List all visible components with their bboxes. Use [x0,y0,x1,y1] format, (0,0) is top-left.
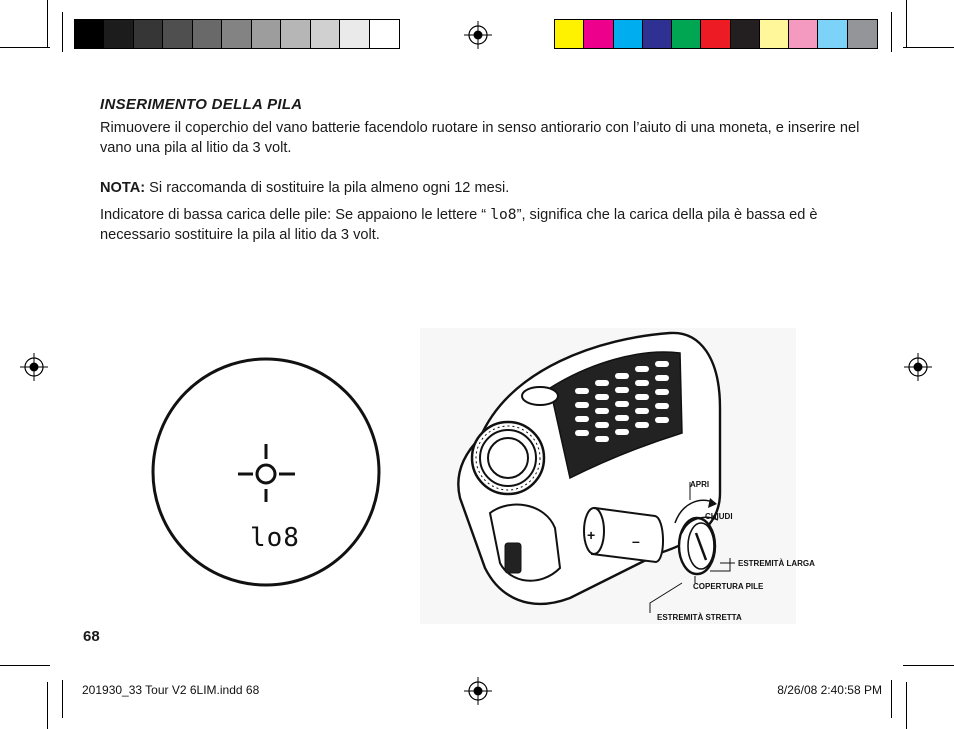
gray-swatch [222,20,251,48]
paragraph-indicator [100,205,860,245]
indicator-text-before: Indicatore di bassa carica delle pile: Se appaiono le lettere “ [100,207,491,223]
gray-swatch [193,20,222,48]
process-color-bar [554,19,878,49]
gray-swatch [370,20,399,48]
color-swatch [818,20,847,48]
slug-filename: 201930_33 Tour V2 6LIM.indd 68 [82,683,260,697]
rangefinder-drawing [420,328,815,624]
label-narrow-end: ESTREMITÀ STRETTA [657,613,742,622]
color-swatch [643,20,672,48]
gray-swatch [340,20,369,48]
indicator-text-after: ”, significa che la carica della pila è bassa ed è necessario sostituire la pila al litio da 3 volt. [100,207,818,243]
crop-mark [906,0,907,47]
crop-mark [47,682,48,729]
crop-mark [0,665,50,666]
crop-mark [62,680,63,718]
color-swatch [701,20,730,48]
color-swatch [584,20,613,48]
battery-minus-sign: – [632,533,640,549]
crop-mark [0,47,50,48]
viewfinder-illustration [150,356,382,588]
indicator-code: lo8 [490,206,517,223]
slug-datetime: 8/26/08 2:40:58 PM [777,683,882,697]
gray-swatch [104,20,133,48]
crop-mark [62,12,63,52]
gray-swatch [163,20,192,48]
crop-mark [903,47,954,48]
color-swatch [848,20,877,48]
gray-swatch [311,20,340,48]
crop-mark [906,682,907,729]
gray-swatch [252,20,281,48]
crop-mark [47,0,48,47]
viewfinder-circle [150,356,382,588]
color-swatch [760,20,789,48]
battery-plus-sign: + [587,527,596,543]
label-wide-end: ESTREMITÀ LARGA [738,559,815,568]
note-text: Si raccomanda di sostituire la pila almeno ogni 12 mesi. [145,180,510,196]
registration-mark-icon [20,353,48,381]
label-close: CHIUDI [705,512,733,521]
label-open: APRI [690,480,710,489]
color-swatch [731,20,760,48]
gray-swatch [134,20,163,48]
registration-mark-icon [464,677,492,705]
color-swatch [614,20,643,48]
label-battery-cover: COPERTURA PILE [693,582,764,591]
gray-swatch [281,20,310,48]
color-swatch [789,20,818,48]
page-number: 68 [83,628,100,645]
registration-mark-icon [464,21,492,49]
paragraph-note [100,179,860,199]
paragraph-instructions: Rimuovere il coperchio del vano batterie facendolo ruotare in senso antiorario con l’aiuto di una moneta, e inserire nel vano una pila al litio da 3 volt. [100,120,860,156]
lcd-low-battery-text: lo8 [250,523,300,553]
crop-mark [891,12,892,52]
section-heading: INSERIMENTO DELLA PILA [100,96,303,113]
color-swatch [555,20,584,48]
grayscale-bar [74,19,400,49]
rangefinder-battery-diagram [420,328,815,624]
crop-mark [903,665,954,666]
crop-mark [891,680,892,718]
note-label: NOTA: [100,180,146,196]
registration-mark-icon [904,353,932,381]
gray-swatch [75,20,104,48]
color-swatch [672,20,701,48]
